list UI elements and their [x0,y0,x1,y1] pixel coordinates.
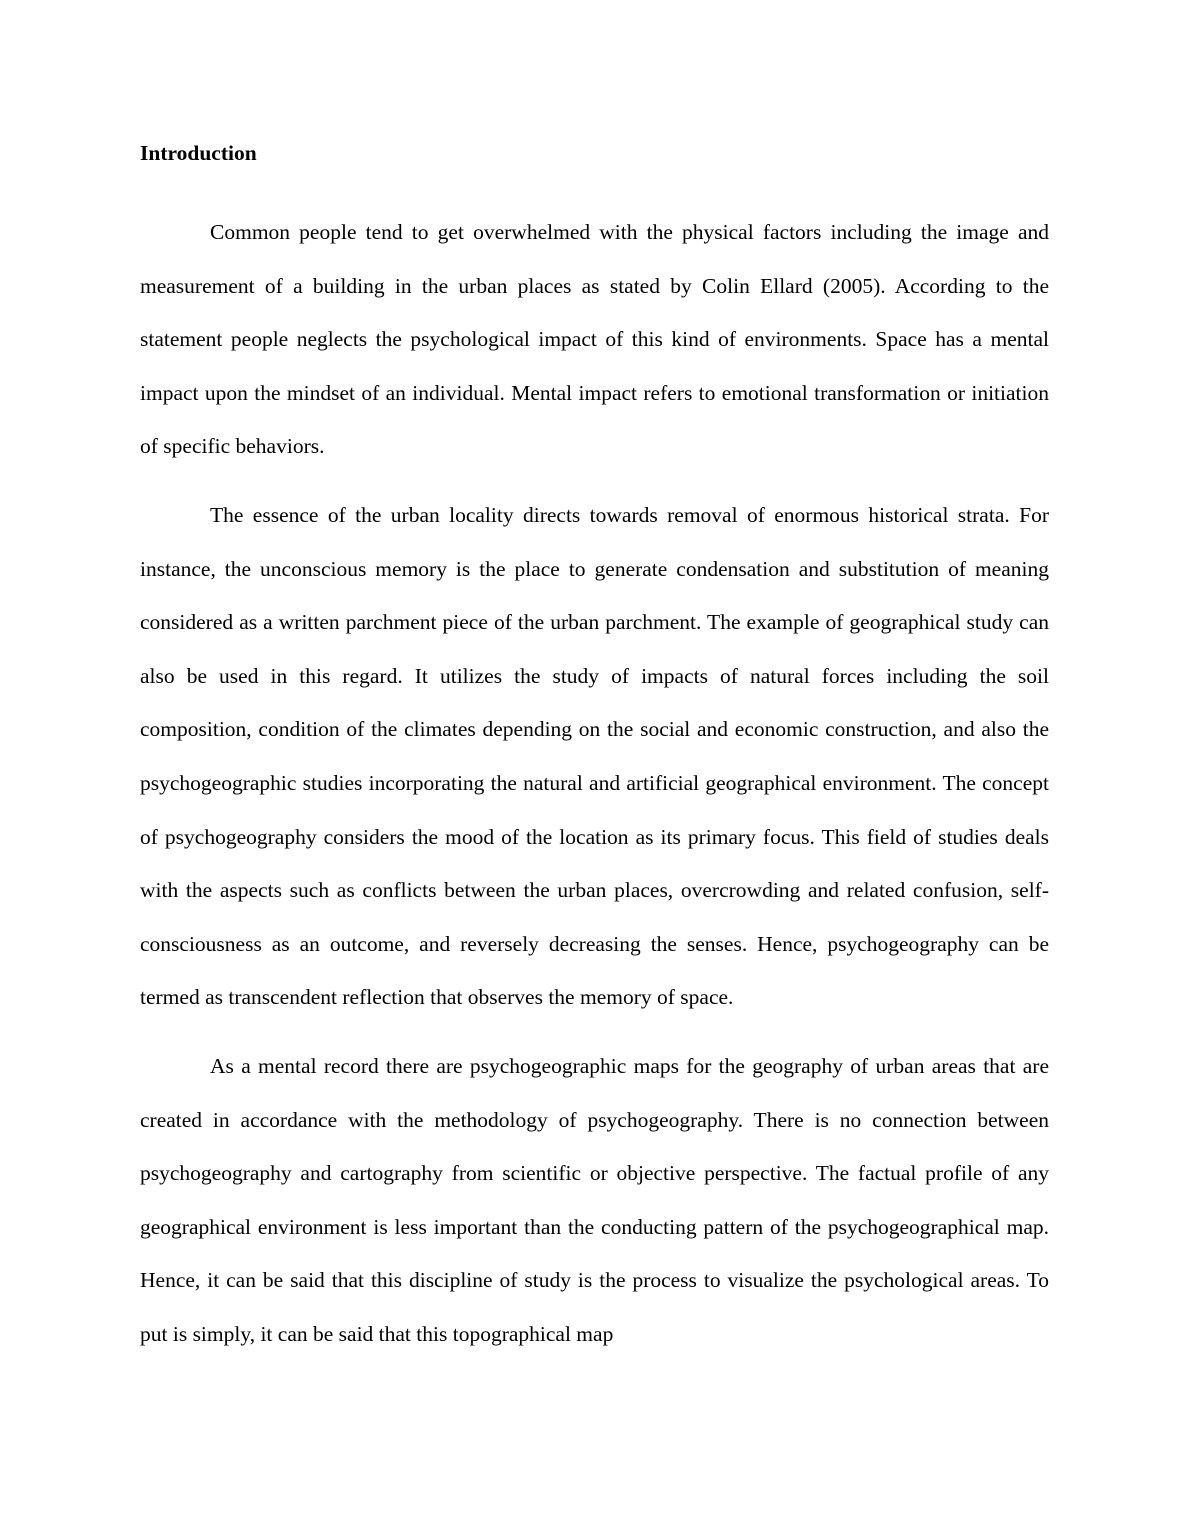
document-page [140,137,1049,1376]
paragraph-1: Common people tend to get overwhelmed with the physical factors including the image and measurement of a building in the urban places as stated by Colin Ellard (2005). According to the statement people neglects the psychological impact of this kind of environments. Space has a mental impact upon the mindset of an individual. Mental impact refers to emotional transformation or initiation of specific behaviors. [140,220,1049,459]
paragraph-2: The essence of the urban locality directs towards removal of enormous historical strata. For instance, the unconscious memory is the place to generate condensation and substitution of meaning considered as a written parchment piece of the urban parchment. The example of geographical study can also be used in this regard. It utilizes the study of impacts of natural forces including the soil composition, condition of the climates depending on the social and economic construction, and also the psychogeographic studies incorporating the natural and artificial geographical environment. The concept of psychogeography considers the mood of the location as its primary focus. This field of studies deals with the aspects such as conflicts between the urban places, overcrowding and related confusion, self-consciousness as an outcome, and reversely decreasing the senses. Hence, psychogeography can be termed as transcendent reflection that observes the memory of space. [140,502,1049,1010]
section-heading: Introduction [140,141,257,165]
paragraph-3: As a mental record there are psychogeographic maps for the geography of urban areas that are created in accordance with the methodology of psychogeography. There is no connection between psychogeography and cartography from scientific or objective perspective. The factual profile of any geographical environment is less important than the conducting pattern of the psychogeographical map. Hence, it can be said that this discipline of study is the process to visualize the psychological areas. To put is simply, it can be said that this topographical map [140,1053,1049,1346]
